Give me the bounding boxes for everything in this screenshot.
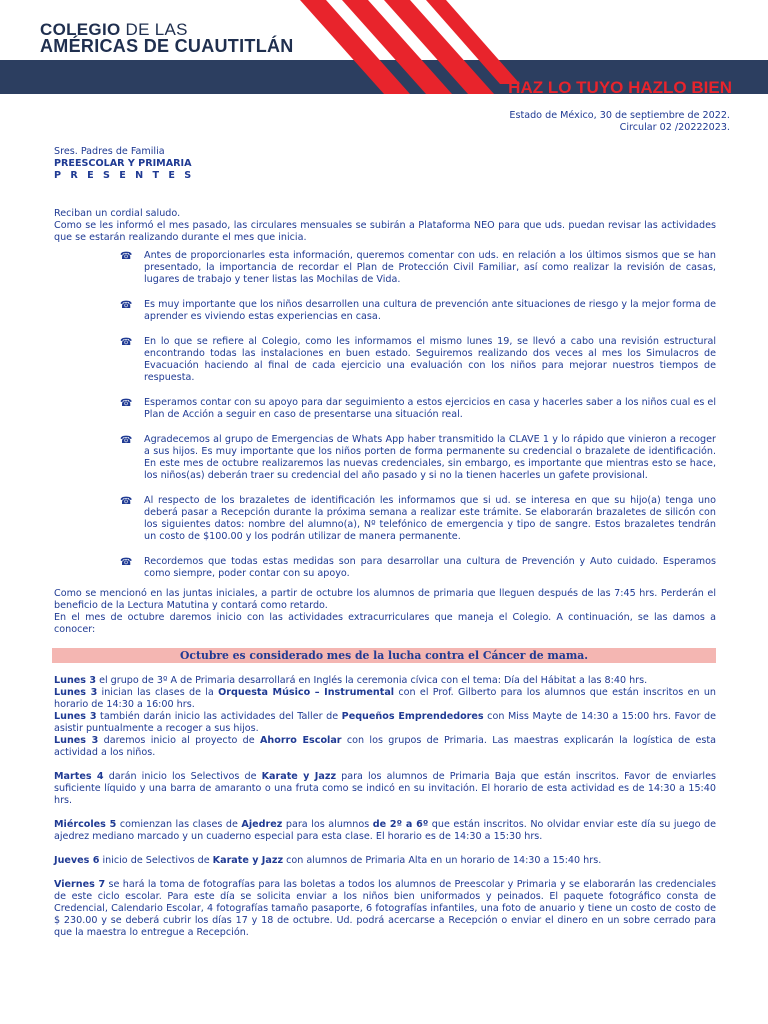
phone-bullet-icon: ☎	[120, 435, 133, 446]
letterhead	[0, 0, 768, 100]
list-item: ☎ Agradecemos al grupo de Emergencias de Whats App haber transmitido la CLAVE 1 y lo rápido que vinieron a recoger a sus hijos. Es muy importante que los niños porten de forma permanente su credencial o brazalete de identificación. En este mes de octubre realizaremos las nuevas credenciales, sin embargo, es importante que mientras esto se hace, los niños(as) deberán traer su credencial del año pasado y si no la tienen hacerles un gafete provisional.	[120, 434, 716, 481]
tardiness-paragraph: Como se mencionó en las juntas iniciales, a partir de octubre los alumnos de primaria que lleguen después de las 7:45 hrs. Perderán el beneficio de la Lectura Matutina y contará como retardo.	[54, 588, 716, 611]
schedule-tuesday: Martes 4 darán inicio los Selectivos de Karate y Jazz para los alumnos de Primaria Baja que están inscritos. Favor de enviarles suficiente líquido y una barra de amaranto o una fruta como se indicó en su invitación. El horario de esta actividad es de 14:30 a 15:40 hrs.	[54, 771, 716, 806]
phone-bullet-icon: ☎	[120, 300, 133, 311]
bullet-list	[54, 250, 716, 580]
schedule-wednesday: Miércoles 5 comienzan las clases de Ajedrez para los alumnos de 2º a 6º que están inscritos. No olvidar enviar este día su juego de ajedrez mediano marcado y un cuaderno especial para esta clase. El horario es de 14:30 a 15:30 hrs.	[54, 819, 716, 842]
schedule-monday-savings: Lunes 3 daremos inicio al proyecto de Ahorro Escolar con los grupos de Primaria. Las maestras explicarán la logística de esta actividad a los niños.	[54, 735, 716, 758]
list-item: ☎ Al respecto de los brazaletes de identificación les informamos que si ud. se interesa en que su hijo(a) tenga uno deberá pasar a Recepción durante la próxima semana a realizar este trámite. Se elaborarán brazaletes de silicón con los siguientes datos: nombre del alumno(a), Nº telefónico de emergencia y tipo de sangre. Estos brazaletes tendrán un costo de $100.00 y los podrán utilizar de manera permanente.	[120, 495, 716, 542]
addressee-line3: P R E S E N T E S	[54, 170, 195, 181]
schedule-thursday: Jueves 6 inicio de Selectivos de Karate y Jazz con alumnos de Primaria Alta en un horario de 14:30 a 15:40 hrs.	[54, 855, 602, 866]
phone-bullet-icon: ☎	[120, 557, 133, 568]
phone-bullet-icon: ☎	[120, 496, 133, 507]
motto: HAZ LO TUYO HAZLO BIEN	[508, 78, 732, 97]
activities-intro-paragraph: En el mes de octubre daremos inicio con las actividades extracurriculares que maneja el Colegio. A continuación, se las damos a conocer:	[54, 612, 716, 635]
list-item: ☎ Recordemos que todas estas medidas son para desarrollar una cultura de Prevención y Auto cuidado. Esperamos como siempre, poder contar con su apoyo.	[120, 556, 716, 579]
place-date: Estado de México, 30 de septiembre de 2022.	[509, 110, 730, 121]
school-name-suffix: DE LAS	[120, 20, 188, 39]
list-item: ☎ Esperamos contar con su apoyo para dar seguimiento a estos ejercicios en casa y hacerles saber a los niños cual es el Plan de Acción a seguir en caso de presentarse una situación real.	[120, 397, 716, 420]
dateline	[509, 110, 730, 134]
list-item: ☎ En lo que se refiere al Colegio, como les informamos el mismo lunes 19, se llevó a cabo una revisión estructural encontrando todas las instalaciones en buen estado. Seguiremos realizando dos veces al mes los Simulacros de Evacuación haciendo al final de cada ejercicio una evaluación con los niños para mejorar nuestros tiempos de respuesta.	[120, 336, 716, 383]
greeting: Reciban un cordial saludo.	[54, 208, 181, 219]
schedule-friday: Viernes 7 se hará la toma de fotografías para las boletas a todos los alumnos de Preescolar y Primaria y se elaborarán las credenciales de este ciclo escolar. Para este día se solicita enviar a los niños bien uniformados y peinados. El paquete fotográfico consta de Credencial, Calendario Escolar, 4 fotografías tamaño pasaporte, 6 fotografías infantiles, una foto de anuario y tiene un costo de costo de $ 230.00 y se deberá cubrir los días 17 y 18 de octubre. Ud. podrá acercarse a Recepción o enviar el dinero en un sobre cerrado para que la maestra lo entregue a Recepción.	[54, 879, 716, 938]
schedule-monday-ceremony: Lunes 3 el grupo de 3º A de Primaria desarrollará en Inglés la ceremonia cívica con el tema: Día del Hábitat a las 8:40 hrs.	[54, 675, 648, 686]
school-name-line2: AMÉRICAS DE CUAUTITLÁN	[40, 36, 294, 56]
circular-number: Circular 02 /20222023.	[619, 122, 730, 133]
list-item: ☎ Es muy importante que los niños desarrollen una cultura de prevención ante situaciones de riesgo y la mejor forma de aprender es viviendo estas experiencias en casa.	[120, 299, 716, 322]
schedule-monday-orchestra: Lunes 3 inician las clases de la Orquesta Músico – Instrumental con el Prof. Gilberto para los alumnos que están inscritos en un horario de 14:30 a 16:00 hrs.	[54, 687, 716, 710]
intro-paragraph: Como se les informó el mes pasado, las circulares mensuales se subirán a Plataforma NEO para que uds. puedan revisar las actividades que se estarán realizando durante el mes que inicia.	[54, 220, 716, 243]
list-item: ☎ Antes de proporcionarles esta información, queremos comentar con uds. en relación a los últimos sismos que se han presentado, la importancia de recordar el Plan de Protección Civil Familiar, así como realizar la revisión de casas, lugares de trabajo y tener listas las Mochilas de Vida.	[120, 250, 716, 285]
awareness-banner: Octubre es considerado mes de la lucha contra el Cáncer de mama.	[52, 648, 716, 663]
schedule-monday-entrepreneurs: Lunes 3 también darán inicio las actividades del Taller de Pequeños Emprendedores con Miss Mayte de 14:30 a 15:00 hrs. Favor de asistir puntualmente a recoger a sus hijos.	[54, 711, 717, 734]
phone-bullet-icon: ☎	[120, 337, 133, 348]
letter-body	[54, 146, 716, 939]
phone-bullet-icon: ☎	[120, 251, 133, 262]
addressee-line2: PREESCOLAR Y PRIMARIA	[54, 158, 192, 169]
addressee-line1: Sres. Padres de Familia	[54, 146, 165, 157]
phone-bullet-icon: ☎	[120, 398, 133, 409]
school-name-prefix: COLEGIO	[40, 20, 121, 39]
